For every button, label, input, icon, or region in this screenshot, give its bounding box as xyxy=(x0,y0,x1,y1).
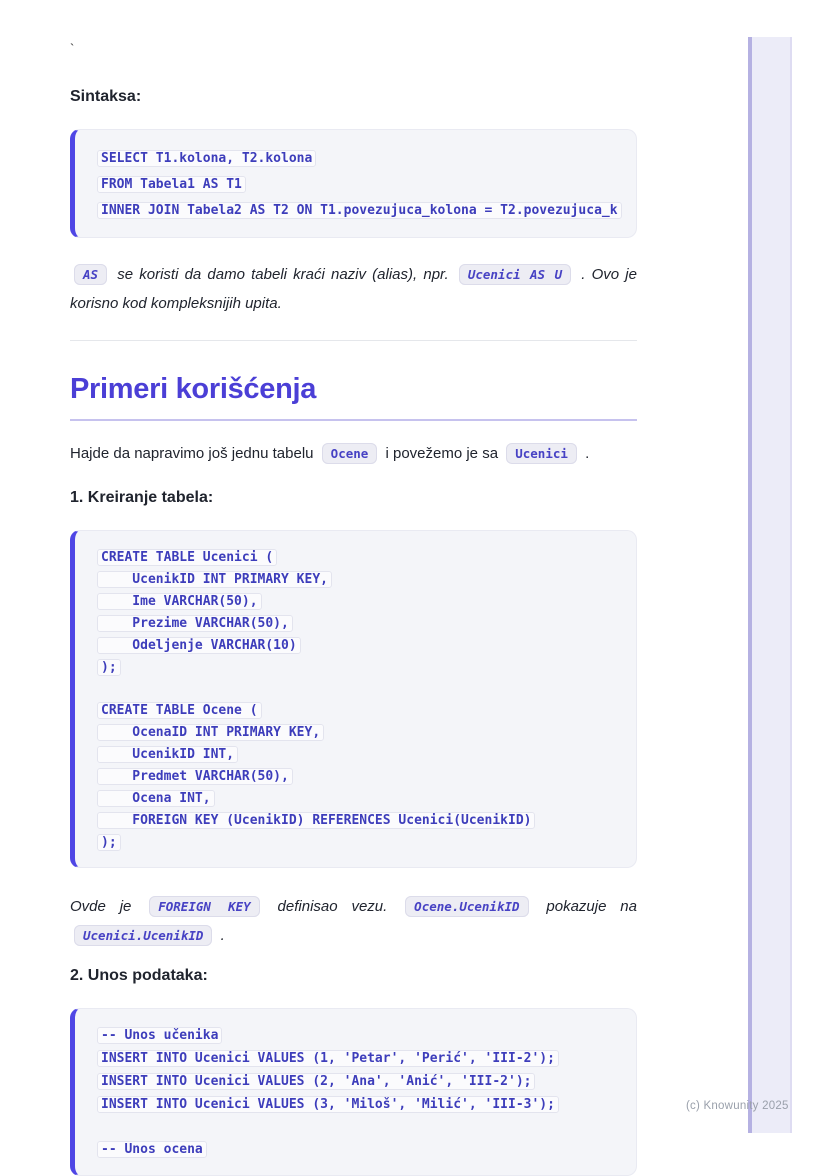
inline-code-chip: Ucenici xyxy=(506,443,577,464)
code-line xyxy=(97,831,614,853)
code-line xyxy=(97,612,614,634)
code-line xyxy=(97,1047,614,1070)
text-segment: . xyxy=(580,445,590,462)
code-line xyxy=(97,678,614,699)
code-line-text: ); xyxy=(97,834,121,851)
syntax-section-label: Sintaksa: xyxy=(70,88,142,105)
code-line xyxy=(97,809,614,831)
code-line-text: FOREIGN KEY (UcenikID) REFERENCES Ucenici(UcenikID) xyxy=(97,812,535,829)
inline-code-chip: Ucenici.UcenikID xyxy=(74,925,212,946)
code-line xyxy=(97,765,614,787)
code-line xyxy=(97,568,614,590)
code-line-text: ); xyxy=(97,659,121,676)
code-line-text: CREATE TABLE Ocene ( xyxy=(97,702,262,719)
intro-paragraph xyxy=(70,439,637,468)
code-line-text: UcenikID INT PRIMARY KEY, xyxy=(97,571,332,588)
inline-code-chip: Ocene.UcenikID xyxy=(405,896,528,917)
step2-label: 2. Unos podataka: xyxy=(70,967,208,984)
code-line-text: INSERT INTO Ucenici VALUES (1, 'Petar', 'Perić', 'III-2'); xyxy=(97,1050,559,1067)
text-segment: Hajde da napravimo još jednu tabelu xyxy=(70,445,318,462)
code-line xyxy=(97,197,618,223)
code-line xyxy=(97,1138,614,1161)
code-line xyxy=(97,1116,614,1138)
code-line-text: INNER JOIN Tabela2 AS T2 ON T1.povezujuca_kolona = T2.povezujuca_k xyxy=(97,202,622,219)
code-line xyxy=(97,1024,614,1047)
code-line xyxy=(97,1093,614,1116)
code-line xyxy=(97,171,614,197)
section-heading: Primeri korišćenja xyxy=(70,373,317,405)
text-segment: se koristi da damo tabeli kraći naziv (alias), npr. xyxy=(111,266,455,283)
code-line-text: -- Unos učenika xyxy=(97,1027,222,1044)
code-line xyxy=(97,590,614,612)
insert-data-code-block xyxy=(70,1008,637,1176)
code-line-text: Predmet VARCHAR(50), xyxy=(97,768,293,785)
code-line xyxy=(97,787,614,809)
stray-backtick-text: ` xyxy=(70,41,75,56)
text-segment: Ovde je xyxy=(70,898,146,915)
code-line xyxy=(97,145,614,171)
section-divider xyxy=(70,340,637,341)
watermark-text: (c) Knowunity 2025 xyxy=(686,1100,789,1112)
code-line xyxy=(97,1070,614,1093)
document-content xyxy=(70,37,637,1176)
code-line xyxy=(97,699,614,721)
code-line-text: INSERT INTO Ucenici VALUES (3, 'Miloš', 'Milić', 'III-3'); xyxy=(97,1096,559,1113)
inline-code-chip: AS xyxy=(74,264,107,285)
create-tables-code-block xyxy=(70,530,637,868)
text-segment: pokazuje na xyxy=(532,898,637,915)
text-segment: . xyxy=(216,927,225,944)
code-line xyxy=(97,721,614,743)
code-line xyxy=(97,656,614,678)
code-line-text: Ime VARCHAR(50), xyxy=(97,593,262,610)
alias-explanation-paragraph xyxy=(70,260,637,318)
code-line-text: Ocena INT, xyxy=(97,790,215,807)
code-line-text: OcenaID INT PRIMARY KEY, xyxy=(97,724,324,741)
code-line xyxy=(97,546,614,568)
code-line-text: -- Unos ocena xyxy=(97,1141,207,1158)
code-line-text: UcenikID INT, xyxy=(97,746,238,763)
text-segment: definisao vezu. xyxy=(263,898,402,915)
step1-label: 1. Kreiranje tabela: xyxy=(70,489,214,506)
code-line xyxy=(97,743,614,765)
code-line-text: CREATE TABLE Ucenici ( xyxy=(97,549,277,566)
heading-underline xyxy=(70,419,637,421)
inline-code-chip: Ucenici AS U xyxy=(459,264,571,285)
code-line-text: SELECT T1.kolona, T2.kolona xyxy=(97,150,316,167)
code-line xyxy=(97,634,614,656)
code-line-text: INSERT INTO Ucenici VALUES (2, 'Ana', 'Anić', 'III-2'); xyxy=(97,1073,535,1090)
code-line-text: FROM Tabela1 AS T1 xyxy=(97,176,246,193)
code-line-text: Prezime VARCHAR(50), xyxy=(97,615,293,632)
inline-code-chip: FOREIGN KEY xyxy=(149,896,259,917)
text-segment: . Ovo je korisno kod kompleksnijih upita. xyxy=(70,266,637,312)
page-edge-strip xyxy=(748,37,792,1133)
foreign-key-paragraph xyxy=(70,892,637,950)
syntax-code-block xyxy=(70,129,637,238)
code-line-text: Odeljenje VARCHAR(10) xyxy=(97,637,301,654)
inline-code-chip: Ocene xyxy=(322,443,378,464)
document-page xyxy=(0,37,828,1157)
text-segment: i povežemo je sa xyxy=(381,445,503,462)
